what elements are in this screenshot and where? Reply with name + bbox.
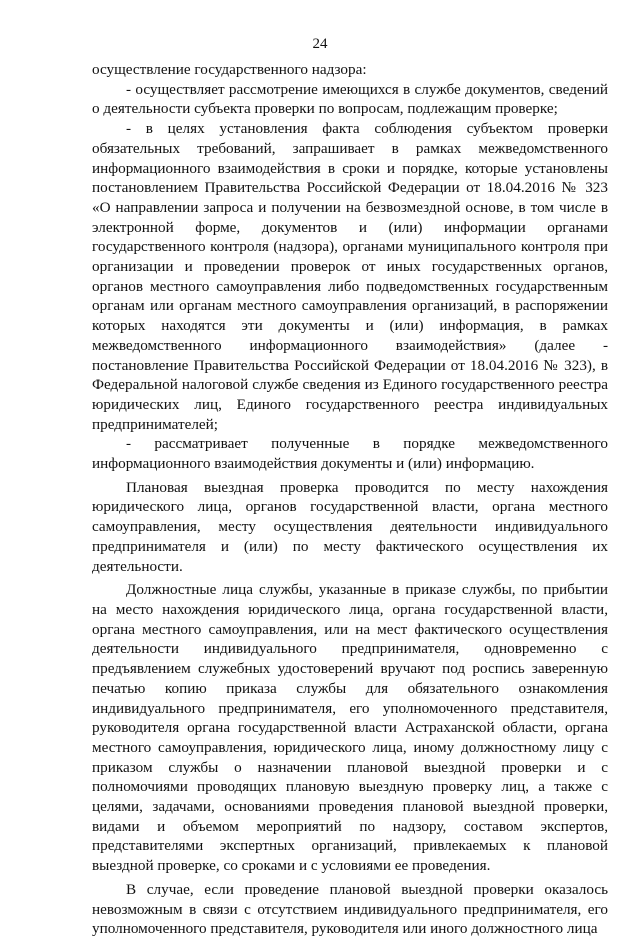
paragraph-officials-arrival: Должностные лица службы, указанные в приказе службы, по прибытии на место нахождения юридического лица, органа государственной власти, органа местного самоуправления, или на мест фактического осуществления деятельности индивидуального предпринимателя, одновременно с предъявлением служебных удостоверений вручают под роспись заверенную печатью копию приказа службы для обязательного ознакомления индивидуального предпринимателя, его уполномоченного представителя, руководителя органа государственной власти Астраханской области, органа местного самоуправления, юридического лица, иному должностному лицу с приказом службы о назначении плановой выездной проверки и с полномочиями проводящих плановую выездную проверку лиц, а также с целями, задачами, основаниями проведения плановой выездной проверки, видами и объемом мероприятий по надзору, составом экспертов, представителями экспертных организаций, привлекаемых к плановой выездной проверке, со сроками и с условиями ее проведения. [92,581,608,875]
paragraph-impossible-inspection: В случае, если проведение плановой выездной проверки оказалось невозможным в связи с отсутствием индивидуального предпринимателя, его уполномоченного представителя, руководителя или иного должностного лица [92,880,608,938]
list-item-request-information: - в целях установления факта соблюдения субъектом проверки обязательных требований, запрашивает в рамках межведомственного информационного взаимодействия в сроки и порядке, которые установлены постановлением Правительства Российской Федерации от 18.04.2016 № 323 «О направлении запроса и получении на безвозмездной основе, в том числе в электронной форме, документов и (или) информации органами государственного контроля (надзора), органами муниципального контроля при организации и проведении проверок от иных государственных органов, органов местного самоуправления либо подведомственных государственным органам или органам местного самоуправления организаций, в распоряжении которых находятся эти документы и (или) информация, в рамках межведомственного информационного взаимодействия» (далее - постановление Правительства Российской Федерации от 18.04.2016 № 323), в Федеральной налоговой службе сведения из Единого государственного реестра юридических лиц, Единого государственного реестра индивидуальных предпринимателей; [92,120,608,433]
list-item-review-documents: - осуществляет рассмотрение имеющихся в службе документов, сведений о деятельности субъекта проверки по вопросам, подлежащим проверке; [92,80,608,118]
paragraph-inspection-location: Плановая выездная проверка проводится по месту нахождения юридического лица, органов государственной власти, органа местного самоуправления, месту осуществления деятельности индивидуального предпринимателя и (или) по месту фактического осуществления их деятельности. [92,478,608,575]
paragraph-continuation: осуществление государственного надзора: [92,61,367,78]
body-text [92,60,608,939]
list-item-review-received: - рассматривает полученные в порядке межведомственного информационного взаимодействия документы и (или) информацию. [92,435,608,473]
page-number: 24 [312,36,328,52]
